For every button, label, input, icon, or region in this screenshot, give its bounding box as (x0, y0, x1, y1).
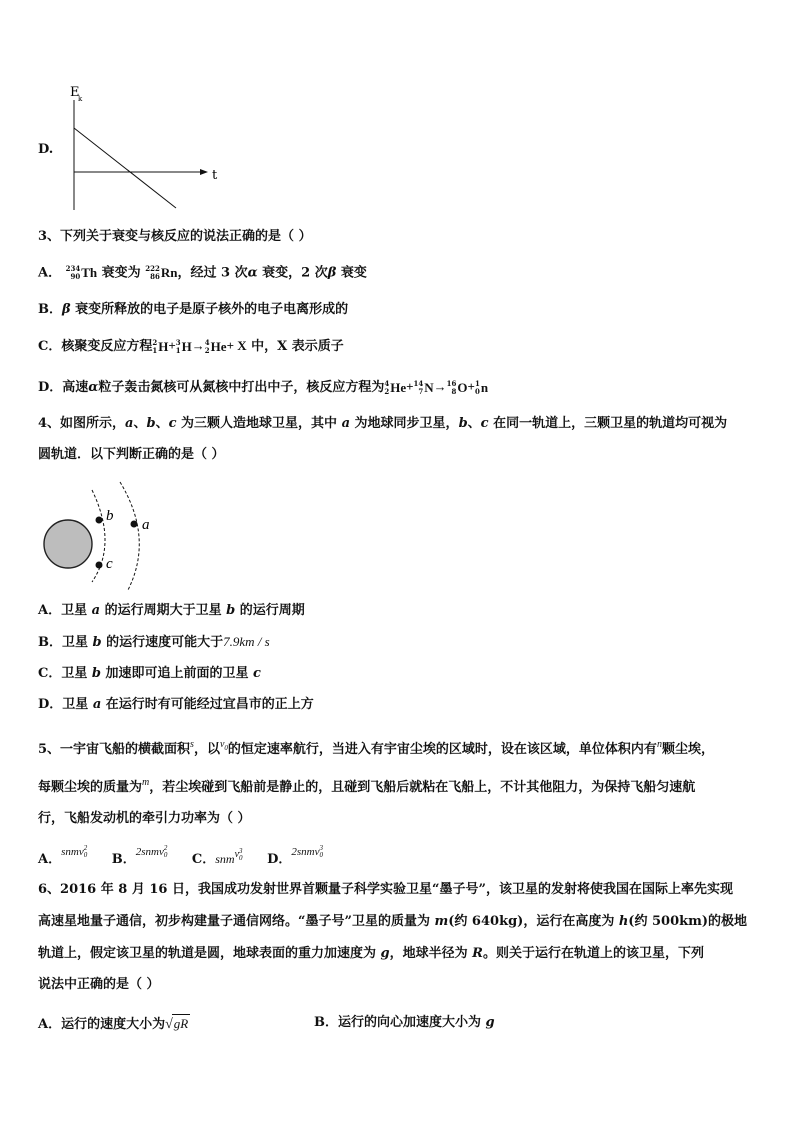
label-c: c (106, 556, 113, 572)
q5-option-a: A．$^{snmv 2 0}$ (38, 844, 88, 867)
q5-option-c: C．snm$^{v 3 0}$ (191, 846, 243, 867)
q4-stem-line1: 4、如图所示，a、b、c 为三颗人造地球卫星，其中 a 为地球同步卫星，b、c 在同一轨道上，三颗卫星的轨道均可视为 (38, 416, 728, 431)
label-b: b (106, 508, 114, 524)
nuclide-th: 234 90 Th (65, 264, 98, 281)
outer-orbit (120, 482, 139, 590)
q4-option-d: D．卫星 a 在运行时有可能经过宜昌市的正上方 (38, 697, 314, 712)
q5-stem-line2: 每颗尘埃的质量为$^m$，若尘埃碰到飞船前是静止的，且碰到飞船后就粘在飞船上，不计其他阻力，为保持飞船匀速航 (38, 777, 696, 795)
q3-option-b: B．β 衰变所释放的电子是原子核外的电子电离形成的 (38, 302, 349, 317)
satellite-c-dot (96, 562, 103, 569)
q5-option-d: D．$^{2snmv 3 0}$ (267, 844, 323, 867)
q5-stem-line1: 5、一宇宙飞船的横截面积$^s$，以$^{v_0}$的恒定速率航行，当进入有宇宙尘埃的区域时，设在该区域，单位体积内有$^n$颗尘埃， (38, 739, 714, 757)
q6-stem-line3: 轨道上，假定该卫星的轨道是圆，地球表面的重力加速度为 g，地球半径为 R。则关于运行在轨道上的该卫星，下列 (38, 946, 704, 961)
q2-option-d-label: D. (38, 142, 54, 157)
axis-y-label: E (70, 86, 80, 100)
q6-option-b: B．运行的向心加速度大小为 g (314, 1015, 495, 1030)
q5-options (38, 844, 323, 870)
nuclide-rn: 222 86 Rn (145, 264, 178, 281)
q6-stem-line2: 高速星地量子通信，初步构建量子通信网络。“墨子号”卫星的质量为 m(约 640kg)，运行在高度为 h(约 500km)的极地 (38, 914, 748, 929)
axis-x-label: t (212, 168, 218, 183)
label-a: a (142, 517, 150, 533)
q3-stem: 3、下列关于衰变与核反应的说法正确的是（ ） (38, 229, 312, 244)
q2-ek-t-graph (62, 86, 232, 212)
q5-option-b: B．$^{2snmv 2 0}$ (111, 844, 168, 867)
q4-option-a: A．卫星 a 的运行周期大于卫星 b 的运行周期 (38, 603, 305, 618)
sqrt-gr: gR (173, 1016, 189, 1031)
q3-option-c: C．核聚变反应方程 2 1 H + 3 1 H → 4 2 He + X 中，X 表示质子 (38, 337, 344, 355)
earth-icon (44, 520, 92, 568)
x-axis-arrow-icon (200, 169, 208, 175)
q3-option-d: D．高速α粒子轰击氮核可从氮核中打出中子，核反应方程为 4 2 He + 14 7 N → 16 8 O + 1 0 n (38, 378, 489, 396)
q4-option-c: C．卫星 b 加速即可追上前面的卫星 c (38, 666, 261, 681)
ek-line (74, 128, 176, 208)
q4-stem-line2: 圆轨道．以下判断正确的是（ ） (38, 447, 225, 462)
satellite-a-dot (131, 521, 138, 528)
q4-option-b: B．卫星 b 的运行速度可能大于7.9km / s (38, 634, 270, 650)
q6-option-a: A．运行的速度大小为√gR (38, 1016, 189, 1032)
q4-satellite-orbit-figure (36, 478, 176, 590)
q6-stem-line1: 6、2016 年 8 月 16 日，我国成功发射世界首颗量子科学实验卫星“墨子号”，该卫星的发射将使我国在国际上率先实现 (38, 882, 733, 897)
q3-option-a: A． 234 90 Th 衰变为 222 86 Rn ，经过 3 次α 衰变，2 次β 衰变 (38, 264, 367, 281)
q6-stem-line4: 说法中正确的是（ ） (38, 977, 160, 992)
satellite-b-dot (96, 517, 103, 524)
q5-stem-line3: 行，飞船发动机的牵引力功率为（ ） (38, 811, 251, 826)
axis-y-sub-label: k (78, 95, 83, 103)
